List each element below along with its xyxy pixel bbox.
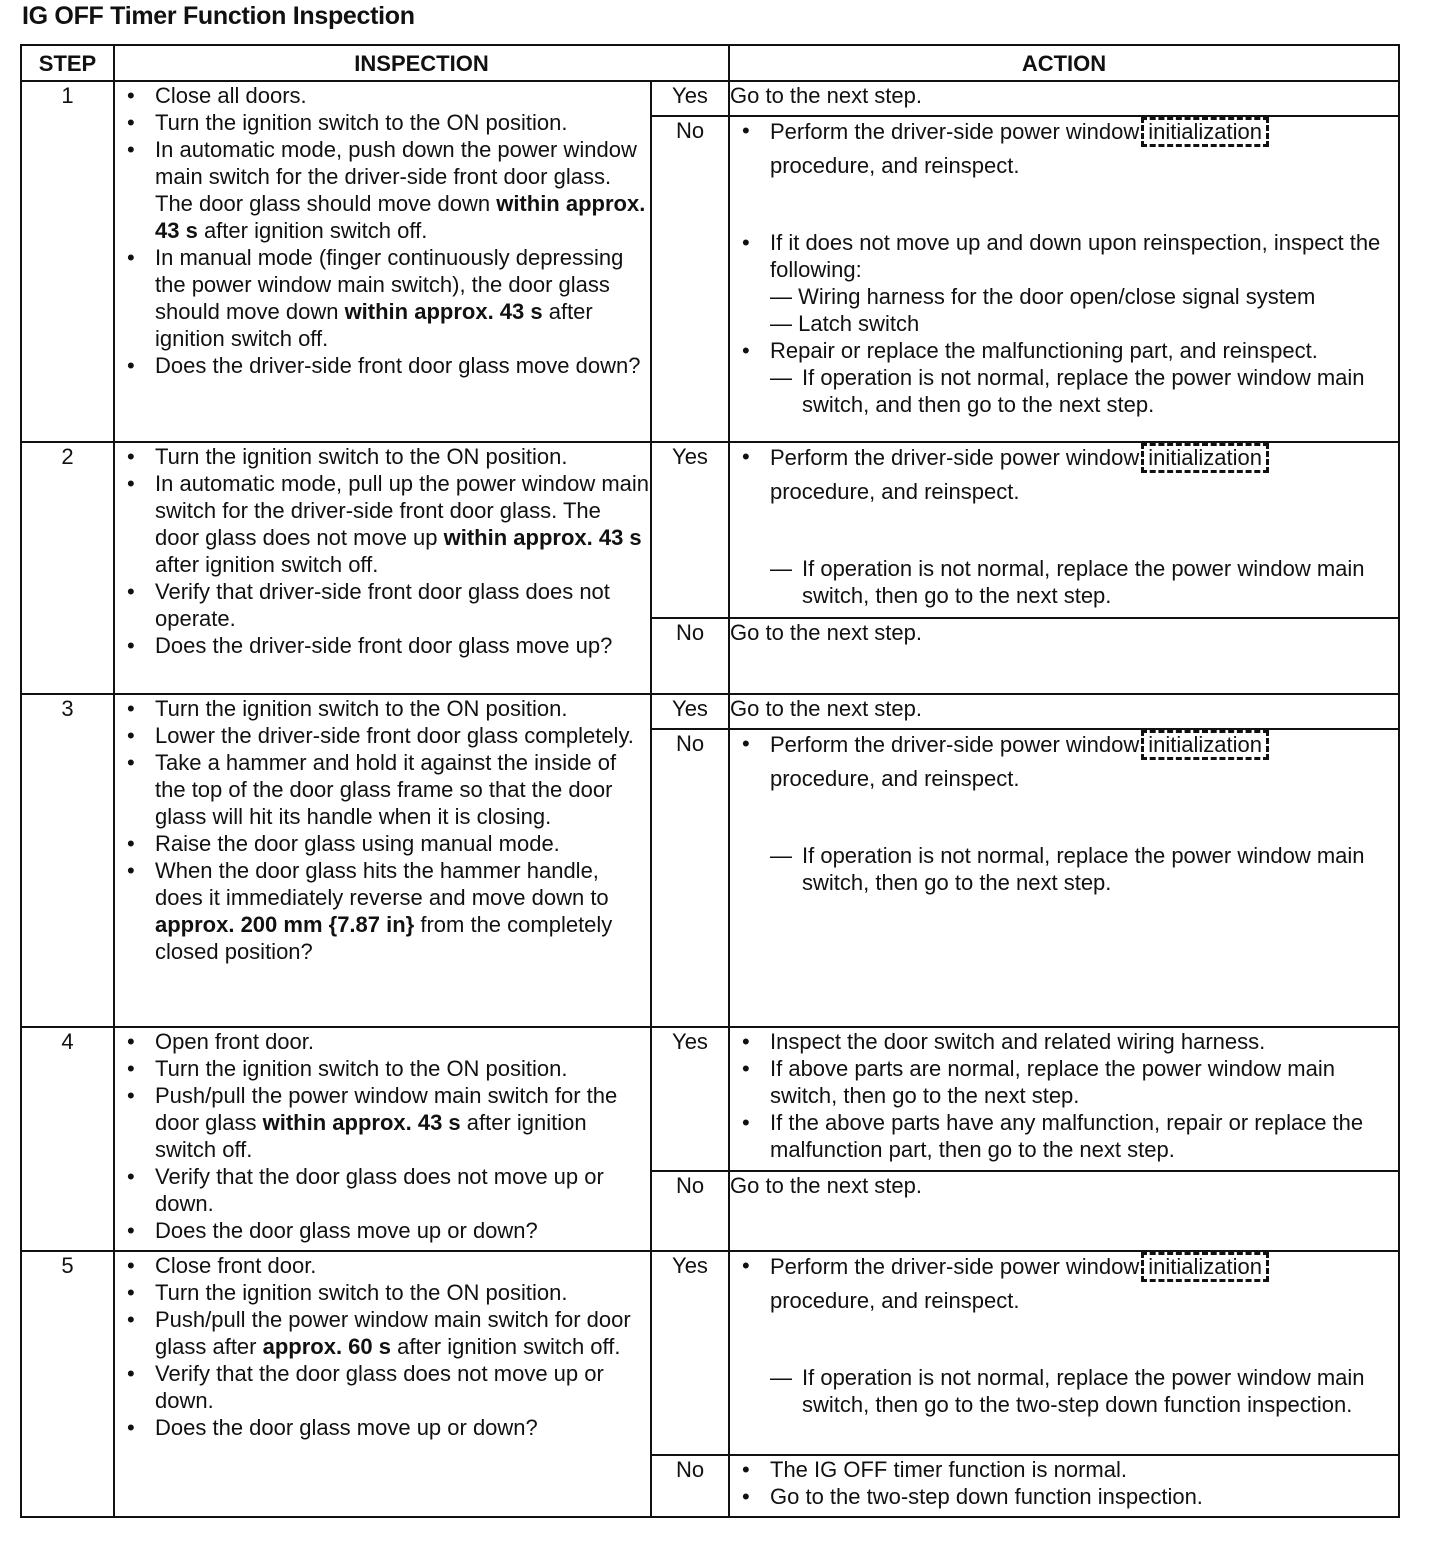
- inspection-item: • Raise the door glass using manual mode.: [115, 830, 650, 857]
- dash-item: — If operation is not normal, replace the power window main switch, then go to the next step.: [770, 843, 1365, 895]
- dash-item: — Latch switch: [770, 311, 920, 336]
- yes-label: Yes: [651, 1027, 729, 1171]
- no-label: No: [651, 618, 729, 694]
- step-1-yes-row: [21, 81, 1399, 116]
- step-number: 2: [21, 442, 114, 694]
- step-number: 3: [21, 694, 114, 1027]
- yes-label: Yes: [651, 694, 729, 729]
- inspection-item: • Open front door.: [115, 1028, 650, 1055]
- step-number: 1: [21, 81, 114, 442]
- inspection-item: • Does the driver-side front door glass move up?: [115, 632, 650, 659]
- action-item: • Perform the driver-side power window initialization procedure, and reinspect.: [730, 1252, 1398, 1320]
- step-3-inspection: [114, 694, 651, 1027]
- page-title: IG OFF Timer Function Inspection: [22, 2, 415, 30]
- action-text: Go to the next step.: [729, 1171, 1399, 1251]
- action-text: procedure, and reinspect.: [770, 153, 1020, 178]
- dash-item: — If operation is not normal, replace the power window main switch, then go to the next step.: [770, 556, 1365, 608]
- step-2-yes-action: [729, 442, 1399, 618]
- action-item: [730, 337, 1398, 418]
- action-item: • If the above parts have any malfunction, repair or replace the malfunction part, then go to the next step.: [730, 1109, 1398, 1163]
- step-number: 4: [21, 1027, 114, 1251]
- action-item: • If above parts are normal, replace the power window main switch, then go to the next step.: [730, 1055, 1398, 1109]
- inspection-item: • Close all doors.: [115, 82, 650, 109]
- action-text: Go to the next step.: [729, 618, 1399, 694]
- step-1-inspection: [114, 81, 651, 442]
- action-text: Perform the driver-side power window: [770, 119, 1140, 144]
- inspection-item: • Turn the ignition switch to the ON position.: [115, 1055, 650, 1082]
- step-5-inspection: [114, 1251, 651, 1517]
- inspection-table: [20, 44, 1400, 1518]
- step-5-yes-row: [21, 1251, 1399, 1455]
- inspection-item: • In automatic mode, push down the power window main switch for the driver-side front door glass. The door glass should move down within approx. 43 s after ignition switch off.: [115, 136, 650, 244]
- step-3-yes-row: [21, 694, 1399, 729]
- yes-label: Yes: [651, 1251, 729, 1455]
- step-3-no-action: [729, 729, 1399, 1027]
- action-item: [730, 117, 1398, 185]
- inspection-item: • Does the door glass move up or down?: [115, 1414, 650, 1441]
- inspection-item: • In manual mode (finger continuously depressing the power window main switch), the door glass should move down within approx. 43 s after ignition switch off.: [115, 244, 650, 352]
- inspection-item: • Turn the ignition switch to the ON position.: [115, 443, 650, 470]
- action-text: Go to the next step.: [729, 81, 1399, 116]
- action-text: Go to the next step.: [729, 694, 1399, 729]
- step-5-yes-action: [729, 1251, 1399, 1455]
- inspection-item: • Turn the ignition switch to the ON position.: [115, 1279, 650, 1306]
- initialization-link[interactable]: initialization: [1141, 443, 1269, 473]
- step-4-yes-action: [729, 1027, 1399, 1171]
- no-label: No: [651, 729, 729, 1027]
- dash-item: — If operation is not normal, replace the power window main switch, then go to the two-step down function inspection.: [770, 1365, 1365, 1417]
- action-item: • Perform the driver-side power window initialization procedure, and reinspect.: [730, 730, 1398, 798]
- dash-item: — Wiring harness for the door open/close signal system: [770, 284, 1316, 309]
- step-2-yes-row: [21, 442, 1399, 618]
- inspection-item: • Turn the ignition switch to the ON position.: [115, 109, 650, 136]
- dash-item: — If operation is not normal, replace the power window main switch, and then go to the next step.: [770, 365, 1365, 417]
- action-item: • Perform the driver-side power window initialization procedure, and reinspect.: [730, 443, 1398, 511]
- no-label: No: [651, 1455, 729, 1517]
- header-row: [21, 45, 1399, 81]
- action-text: Repair or replace the malfunctioning part, and reinspect.: [770, 338, 1318, 363]
- action-item: [730, 229, 1398, 337]
- inspection-item: • Verify that the door glass does not move up or down.: [115, 1163, 650, 1217]
- yes-label: Yes: [651, 81, 729, 116]
- inspection-item: • Push/pull the power window main switch for the door glass within approx. 43 s after ignition switch off.: [115, 1082, 650, 1163]
- step-4-yes-row: [21, 1027, 1399, 1171]
- yes-label: Yes: [651, 442, 729, 618]
- action-item: • The IG OFF timer function is normal.: [730, 1456, 1398, 1483]
- inspection-item: • Take a hammer and hold it against the inside of the top of the door glass frame so that the door glass will hit its handle when it is closing.: [115, 749, 650, 830]
- initialization-link[interactable]: initialization: [1141, 730, 1269, 760]
- step-2-inspection: [114, 442, 651, 694]
- inspection-item: • Does the door glass move up or down?: [115, 1217, 650, 1244]
- action-text: If it does not move up and down upon reinspection, inspect the following:: [770, 230, 1381, 282]
- step-header: STEP: [21, 45, 114, 81]
- inspection-item: • Does the driver-side front door glass move down?: [115, 352, 650, 379]
- inspection-item: • Push/pull the power window main switch for door glass after approx. 60 s after ignition switch off.: [115, 1306, 650, 1360]
- inspection-item: • Verify that driver-side front door glass does not operate.: [115, 578, 650, 632]
- action-item: • Inspect the door switch and related wiring harness.: [730, 1028, 1398, 1055]
- inspection-item: • Verify that the door glass does not move up or down.: [115, 1360, 650, 1414]
- initialization-link[interactable]: initialization: [1141, 117, 1269, 147]
- action-header: ACTION: [729, 45, 1399, 81]
- inspection-item: • When the door glass hits the hammer handle, does it immediately reverse and move down to approx. 200 mm {7.87 in} from the completely closed position?: [115, 857, 650, 965]
- step-4-inspection: [114, 1027, 651, 1251]
- initialization-link[interactable]: initialization: [1141, 1252, 1269, 1282]
- inspection-item: • Turn the ignition switch to the ON position.: [115, 695, 650, 722]
- inspection-item: • Lower the driver-side front door glass completely.: [115, 722, 650, 749]
- inspection-header: INSPECTION: [114, 45, 729, 81]
- step-5-no-action: [729, 1455, 1399, 1517]
- inspection-item: • Close front door.: [115, 1252, 650, 1279]
- action-item: • Go to the two-step down function inspection.: [730, 1483, 1398, 1510]
- no-label: No: [651, 116, 729, 442]
- no-label: No: [651, 1171, 729, 1251]
- step-number: 5: [21, 1251, 114, 1517]
- inspection-item: • In automatic mode, pull up the power window main switch for the driver-side front door glass. The door glass does not move up within approx. 43 s after ignition switch off.: [115, 470, 650, 578]
- step-1-no-action: [729, 116, 1399, 442]
